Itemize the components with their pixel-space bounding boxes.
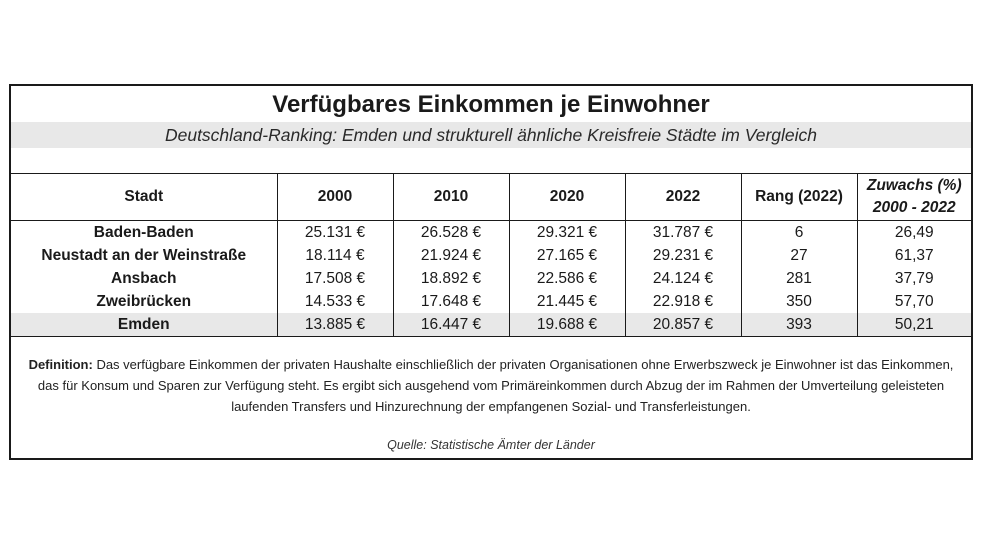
value-cell-2000: 25.131 € — [277, 221, 393, 245]
value-cell-2020: 29.321 € — [509, 221, 625, 245]
city-cell: Zweibrücken — [11, 290, 277, 313]
value-cell-2022: 22.918 € — [625, 290, 741, 313]
value-cell-2022: 31.787 € — [625, 221, 741, 245]
value-cell-2022: 24.124 € — [625, 267, 741, 290]
rank-cell: 6 — [741, 221, 857, 245]
column-header-growth — [857, 174, 971, 221]
rank-cell: 350 — [741, 290, 857, 313]
value-cell-2020: 21.445 € — [509, 290, 625, 313]
column-header-rank: Rang (2022) — [741, 174, 857, 221]
column-header-2010: 2010 — [393, 174, 509, 221]
income-table-frame — [9, 84, 973, 460]
table-row — [11, 267, 971, 290]
growth-cell: 61,37 — [857, 244, 971, 267]
city-cell: Baden-Baden — [11, 221, 277, 245]
source-note: Quelle: Statistische Ämter der Länder — [387, 438, 595, 452]
income-table — [11, 173, 971, 337]
value-cell-2000: 18.114 € — [277, 244, 393, 267]
rank-cell: 393 — [741, 313, 857, 337]
table-header-row — [11, 174, 971, 221]
growth-header-line2: 2000 - 2022 — [872, 199, 956, 216]
rank-cell: 27 — [741, 244, 857, 267]
value-cell-2022: 29.231 € — [625, 244, 741, 267]
growth-cell: 37,79 — [857, 267, 971, 290]
growth-cell: 50,21 — [857, 313, 971, 337]
value-cell-2010: 18.892 € — [393, 267, 509, 290]
value-cell-2010: 17.648 € — [393, 290, 509, 313]
city-cell: Emden — [11, 313, 277, 337]
value-cell-2020: 22.586 € — [509, 267, 625, 290]
value-cell-2010: 16.447 € — [393, 313, 509, 337]
table-row-highlighted — [11, 313, 971, 337]
page-subtitle: Deutschland-Ranking: Emden und strukturell ähnliche Kreisfreie Städte im Vergleich — [11, 122, 971, 148]
value-cell-2022: 20.857 € — [625, 313, 741, 337]
table-row — [11, 244, 971, 267]
value-cell-2000: 13.885 € — [277, 313, 393, 337]
column-header-2000: 2000 — [277, 174, 393, 221]
city-cell: Ansbach — [11, 267, 277, 290]
value-cell-2020: 19.688 € — [509, 313, 625, 337]
table-row — [11, 290, 971, 313]
growth-header-line1: Zuwachs (%) — [866, 177, 962, 194]
definition-body: Das verfügbare Einkommen der privaten Haushalte einschließlich der privaten Organisationen ohne Erwerbszweck je Einwohner ist das Einkommen, das für Konsum und Sparen zur Verfügung steht. Es ergibt sich ausgehend vom Primäreinkommen durch Abzug der im Rahmen der Umverteilung geleisteten laufenden Transfers und Hinzurechnung der empfangenen Sozial- und Transferleistungen. — [37, 357, 954, 414]
value-cell-2000: 17.508 € — [277, 267, 393, 290]
column-header-city: Stadt — [11, 174, 277, 221]
table-row — [11, 221, 971, 245]
growth-cell: 26,49 — [857, 221, 971, 245]
value-cell-2020: 27.165 € — [509, 244, 625, 267]
page-title: Verfügbares Einkommen je Einwohner — [272, 91, 710, 118]
rank-cell: 281 — [741, 267, 857, 290]
growth-cell: 57,70 — [857, 290, 971, 313]
value-cell-2000: 14.533 € — [277, 290, 393, 313]
city-cell: Neustadt an der Weinstraße — [11, 244, 277, 267]
definition-label: Definition: — [28, 357, 93, 372]
column-header-2020: 2020 — [509, 174, 625, 221]
value-cell-2010: 21.924 € — [393, 244, 509, 267]
definition-text — [17, 354, 965, 417]
value-cell-2010: 26.528 € — [393, 221, 509, 245]
column-header-2022: 2022 — [625, 174, 741, 221]
